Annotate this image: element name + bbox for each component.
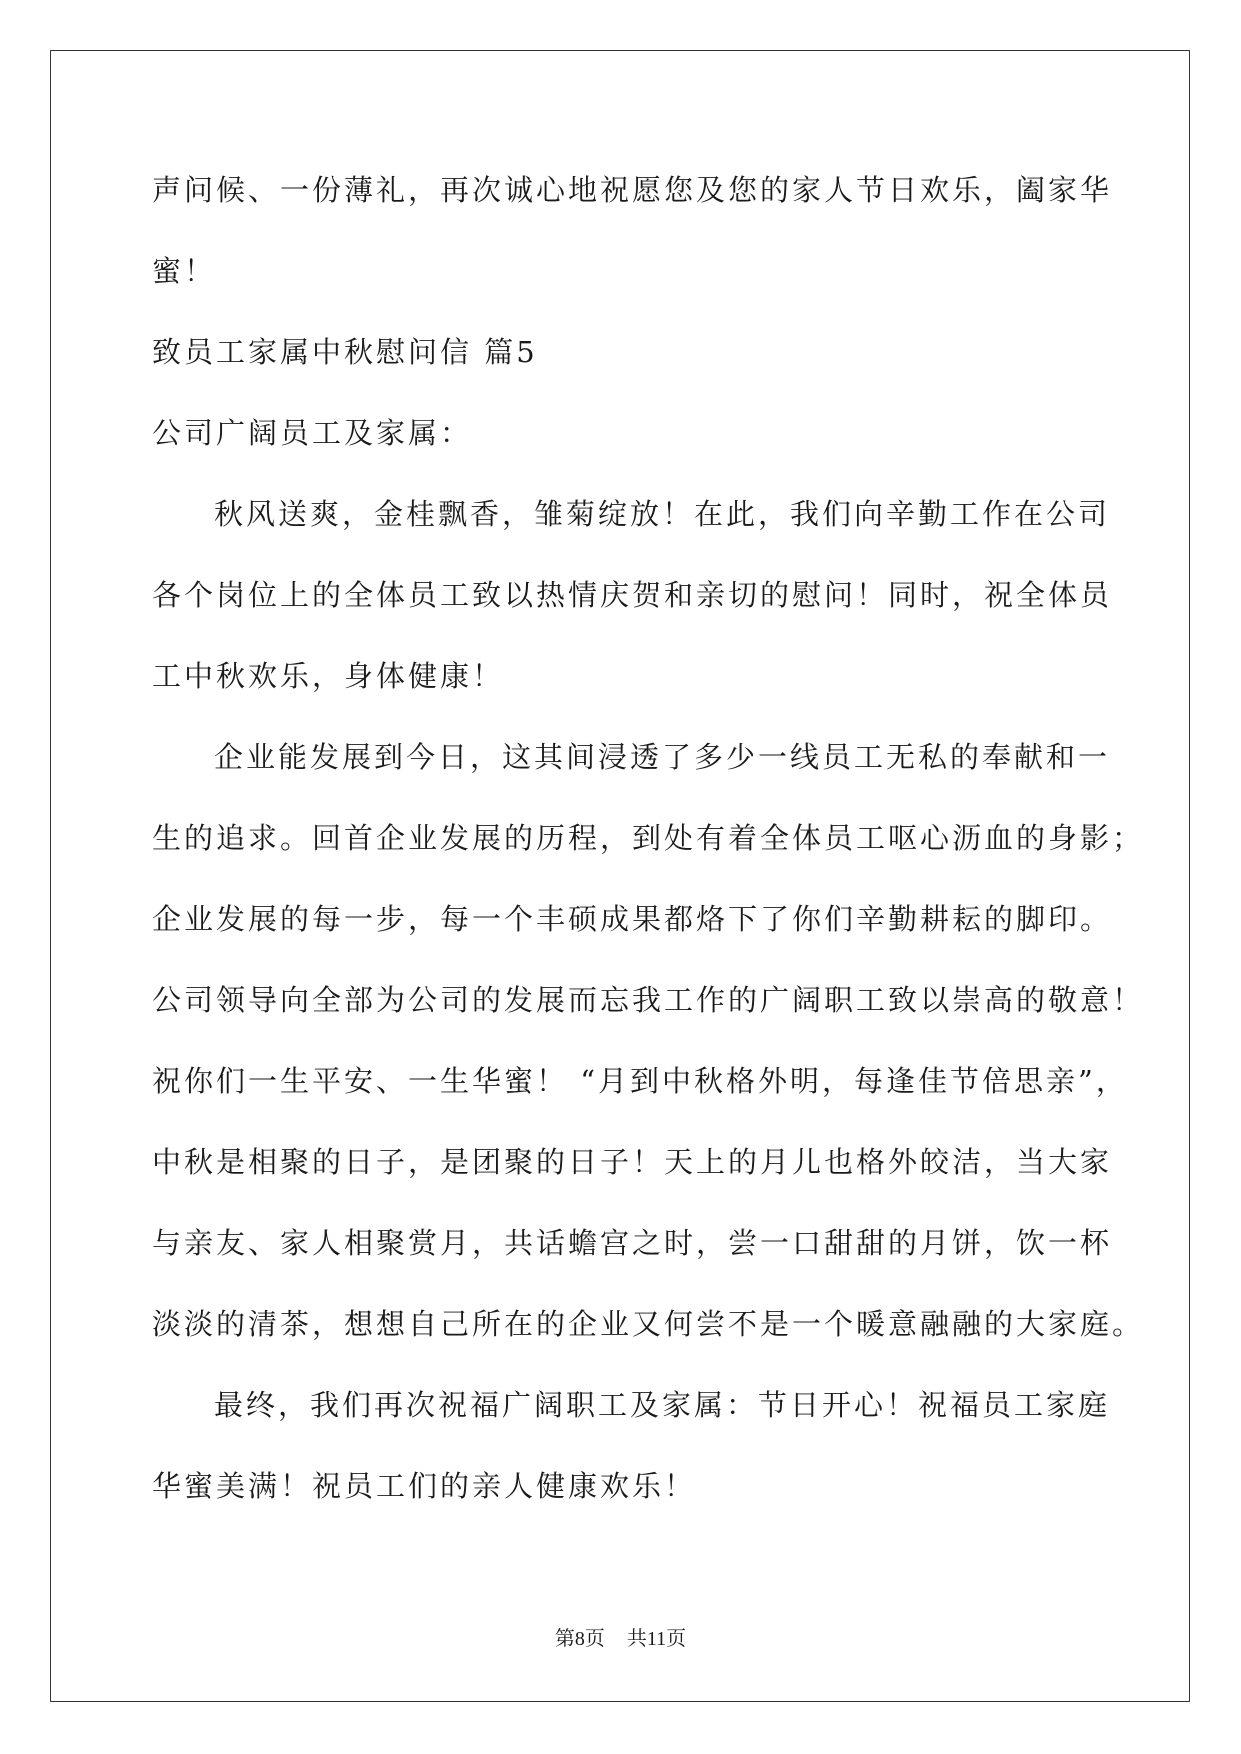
paragraph-line: 工中秋欢乐，身体健康！ (152, 659, 505, 693)
paragraph-line: 企业能发展到今日，这其间浸透了多少一线员工无私的奉献和一 (214, 740, 1111, 774)
page-number: 第8页 (554, 1628, 605, 1650)
paragraph-line: 中秋是相聚的日子，是团聚的日子！天上的月儿也格外皎洁，当大家 (152, 1145, 1113, 1179)
paragraph-line: 华蜜美满！祝员工们的亲人健康欢乐！ (152, 1469, 697, 1503)
page-footer (0, 1622, 1241, 1651)
paragraph-line: 秋风送爽，金桂飘香，雏菊绽放！在此，我们向辛勤工作在公司 (214, 497, 1111, 531)
paragraph-line: 公司领导向全部为公司的发展而忘我工作的广阔职工致以崇高的敬意！ (152, 983, 1145, 1017)
page-total: 共11页 (626, 1628, 687, 1650)
text-line: 蜜！ (152, 254, 217, 288)
paragraph-line: 祝你们一生平安、一生华蜜！ “月到中秋格外明，每逢佳节倍思亲”， (152, 1064, 1128, 1098)
paragraph-line: 各个岗位上的全体员工致以热情庆贺和亲切的慰问！同时，祝全体员 (152, 578, 1113, 612)
salutation: 公司广阔员工及家属： (152, 416, 473, 450)
paragraph-line: 生的追求。回首企业发展的历程，到处有着全体员工呕心沥血的身影； (152, 821, 1145, 855)
paragraph-line: 与亲友、家人相聚赏月，共话蟾宫之时，尝一口甜甜的月饼，饮一杯 (152, 1226, 1113, 1260)
document-body (152, 158, 1145, 1535)
paragraph-line: 淡淡的清茶，想想自己所在的企业又何尝不是一个暖意融融的大家庭。 (152, 1307, 1145, 1341)
paragraph-line: 最终，我们再次祝福广阔职工及家属：节日开心！祝福员工家庭 (214, 1388, 1111, 1422)
paragraph-line: 企业发展的每一步，每一个丰硕成果都烙下了你们辛勤耕耘的脚印。 (152, 902, 1113, 936)
text-line: 声问候、一份薄礼，再次诚心地祝愿您及您的家人节日欢乐，阖家华 (152, 173, 1113, 207)
section-heading: 致员工家属中秋慰问信 篇5 (152, 335, 538, 369)
